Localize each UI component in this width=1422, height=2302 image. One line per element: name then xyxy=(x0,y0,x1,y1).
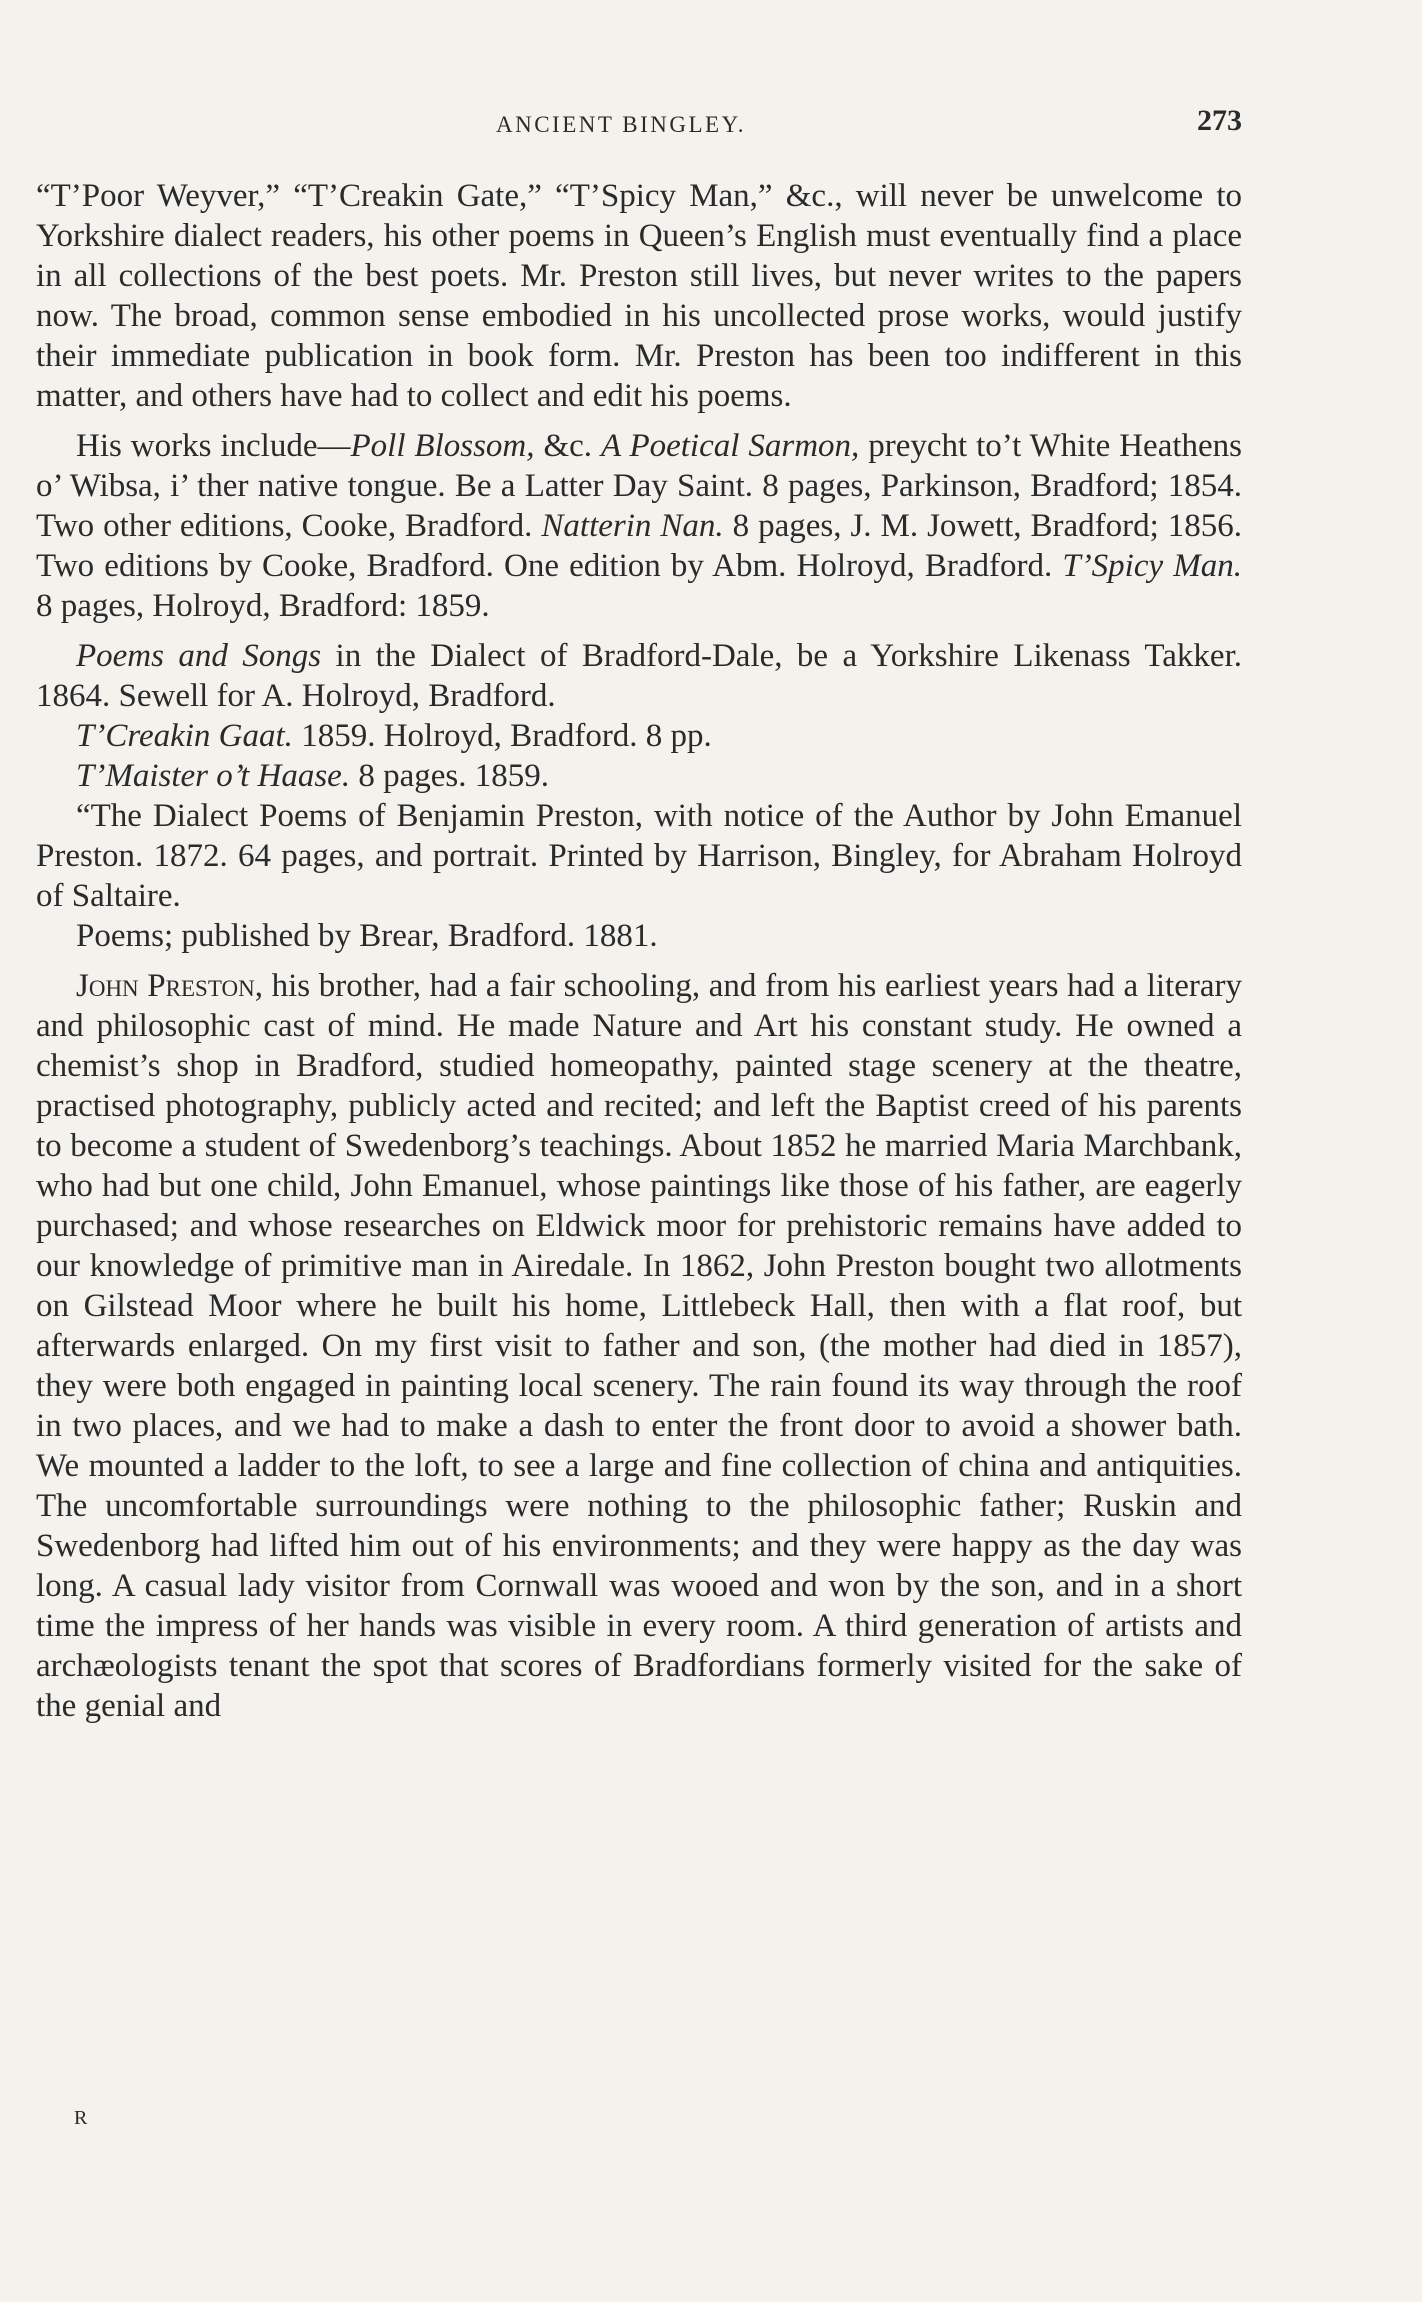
paragraph-text: “The Dialect Poems of Benjamin Preston, with notice of the Author by John Emanuel Preston. 1872. 64 pages, and portrait. Printed by Harrison, Bingley, for Abraham Holroyd of Saltaire. xyxy=(36,798,1242,914)
work-title-creakin-gaat: T’Creakin Gaat. xyxy=(76,718,293,754)
paragraph-1 xyxy=(36,176,1242,416)
paragraph-text: in the Dialect of Bradford-Dale, be a Yorkshire Likenass Takker. 1864. Sewell for A. Holroyd, Bradford. xyxy=(36,638,1243,714)
paragraph-dialect-poems xyxy=(36,796,1242,916)
works-lead: His works include— xyxy=(76,428,351,464)
paragraph-text: 8 pages. 1859. xyxy=(350,758,549,794)
works-text: 8 pages, Holroyd, Bradford: 1859. xyxy=(36,588,490,624)
page-number: 273 xyxy=(1197,104,1242,137)
body-text xyxy=(36,176,1242,1726)
running-title: ANCIENT BINGLEY. xyxy=(496,112,746,137)
paragraph-maister-ot-haase xyxy=(36,756,1242,796)
page-header xyxy=(36,104,1242,144)
person-name-john-preston: John Preston, xyxy=(76,968,263,1004)
works-text: 8 pages, J. M. Jowett, Bradford; 1856. Two editions by Cooke, Bradford. One edition by Abm. Holroyd, Bradford. xyxy=(36,508,1242,584)
paragraph-john-preston xyxy=(36,966,1242,1726)
work-title-poems-and-songs: Poems and Songs xyxy=(76,638,322,674)
paragraph-text: his brother, had a fair schooling, and from his earliest years had a literary and philosophic cast of mind. He made Nature and Art his constant study. He owned a chemist’s shop in Bradford, studied homeopathy, painted stage scenery at the theatre, practised photography, publicly acted and recited; and left the Baptist creed of his parents to become a student of Swedenborg’s teachings. About 1852 he married Maria Marchbank, who had but one child, John Emanuel, whose paintings like those of his father, are eagerly purchased; and whose researches on Eldwick moor for prehistoric remains have added to our knowledge of primitive man in Airedale. In 1862, John Preston bought two allotments on Gilstead Moor where he built his home, Littlebeck Hall, then with a flat roof, but afterwards enlarged. On my first visit to father and son, (the mother had died in 1857), they were both engaged in painting local scenery. The rain found its way through the roof in two places, and we had to make a dash to enter the front door to avoid a shower bath. We mounted a ladder to the loft, to see a large and fine collection of china and antiquities. The uncomfortable surroundings were nothing to the philosophic father; Ruskin and Swedenborg had lifted him out of his environments; and they were happy as the day was long. A casual lady visitor from Cornwall was wooed and won by the son, and in a short time the impress of her hands was visible in every room. A third generation of artists and archæologists tenant the spot that scores of Bradfordians formerly visited for the sake of the genial and xyxy=(36,968,1242,1724)
work-title-natterin-nan: Natterin Nan. xyxy=(541,508,724,544)
paragraph-poems-and-songs xyxy=(36,636,1242,716)
paragraph-text: “T’Poor Weyver,” “T’Creakin Gate,” “T’Spicy Man,” &c., will never be unwelcome to Yorkshire dialect readers, his other poems in Queen’s English must eventually find a place in all collections of the best poets. Mr. Preston still lives, but never writes to the papers now. The broad, common sense embodied in his uncollected prose works, would justify their immediate publication in book form. Mr. Preston has been too indifferent in this matter, and others have had to collect and edit his poems. xyxy=(36,178,1242,414)
work-title-maister-ot-haase: T’Maister o’t Haase. xyxy=(76,758,351,794)
work-title-poetical-sarmon: A Poetical Sarmon, xyxy=(600,428,860,464)
works-text: &c. xyxy=(534,428,601,464)
paragraph-works-list xyxy=(36,426,1242,626)
paragraph-creakin-gaat xyxy=(36,716,1242,756)
signature-mark: R xyxy=(74,2107,89,2129)
work-title-poll-blossom: Poll Blossom, xyxy=(350,428,535,464)
paragraph-text: 1859. Holroyd, Bradford. 8 pp. xyxy=(292,718,712,754)
paragraph-text: Poems; published by Brear, Bradford. 1881. xyxy=(76,918,658,954)
paragraph-poems-brear xyxy=(36,916,1242,956)
works-text: preycht to’t White Heathens o’ Wibsa, i’ ther native tongue. Be a Latter Day Saint. 8 pages, Parkinson, Bradford; 1854. Two other editions, Cooke, Bradford. xyxy=(36,428,1243,544)
work-title-spicy-man: T’Spicy Man. xyxy=(1062,548,1242,584)
